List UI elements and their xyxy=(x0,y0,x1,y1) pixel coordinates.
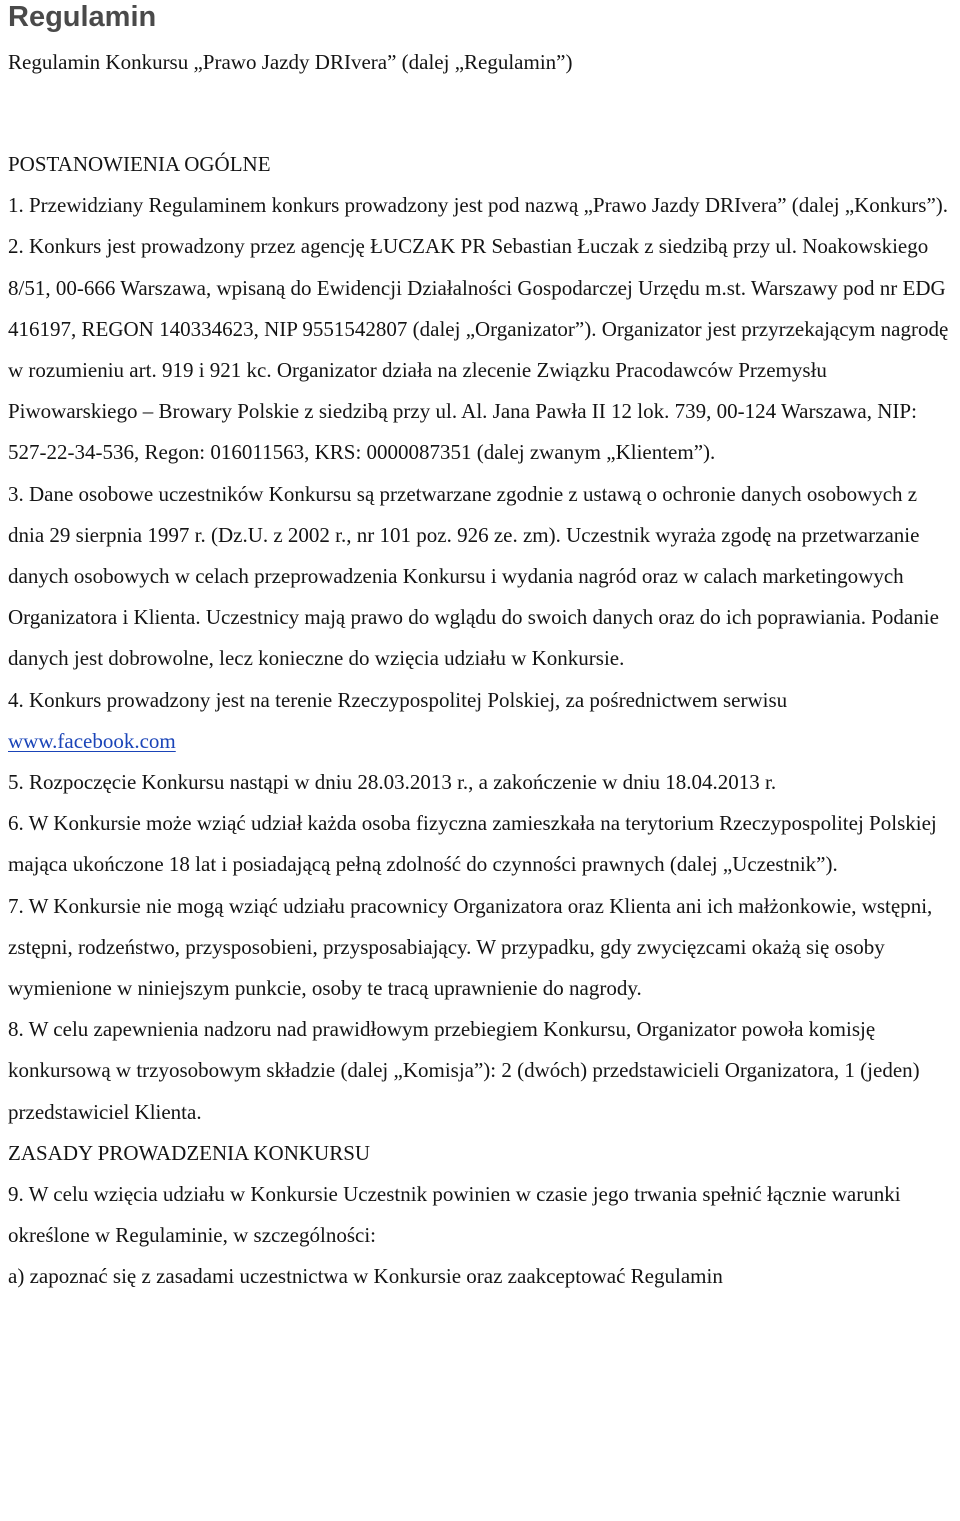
paragraph-5: 5. Rozpoczęcie Konkursu nastąpi w dniu 28.03.2013 r., a zakończenie w dniu 18.04.2013 r. xyxy=(8,770,777,795)
document-subtitle: Regulamin Konkursu „Prawo Jazdy DRIvera” (dalej „Regulamin”) xyxy=(8,50,573,74)
paragraph-6: 6. W Konkursie może wziąć udział każda osoba fizyczna zamieszkała na terytorium Rzeczypospolitej Polskiej mająca ukończone 18 lat i posiadającą pełną zdolność do czynności prawnych (dalej „Uczestnik”). xyxy=(8,811,937,877)
paragraph-4-text: 4. Konkurs prowadzony jest na terenie Rzeczypospolitej Polskiej, za pośrednictwem serwisu xyxy=(8,687,788,712)
paragraph-3: 3. Dane osobowe uczestników Konkursu są przetwarzane zgodnie z ustawą o ochronie danych osobowych z dnia 29 sierpnia 1997 r. (Dz.U. z 2002 r., nr 101 poz. 926 ze. zm). Uczestnik wyraża zgodę na przetwarzanie danych osobowych w celach przeprowadzenia Konkursu i wydania nagród oraz w calach marketingowych Organizatora i Klienta. Uczestnicy mają prawo do wglądu do swoich danych oraz do ich poprawiania. Podanie danych jest dobrowolne, lecz konieczne do wzięcia udziału w Konkursie. xyxy=(8,481,939,671)
paragraph-8: 8. W celu zapewnienia nadzoru nad prawidłowym przebiegiem Konkursu, Organizator powoła komisję konkursową w trzyosobowym składzie (dalej „Komisja”): 2 (dwóch) przedstawicieli Organizatora, 1 (jeden) przedstawiciel Klienta. xyxy=(8,1017,920,1124)
paragraph-7: 7. W Konkursie nie mogą wziąć udziału pracownicy Organizatora oraz Klienta ani ich małżonkowie, wstępni, zstępni, rodzeństwo, przysposobieni, przysposabiający. W przypadku, gdy zwycięzcami okażą się osoby wymienione w niniejszym punkcie, osoby te tracą uprawnienie do nagrody. xyxy=(8,893,933,1001)
section-heading-rules: ZASADY PROWADZENIA KONKURSU xyxy=(8,1140,371,1165)
page-title: Regulamin xyxy=(8,1,157,33)
paragraph-9a: a) zapoznać się z zasadami uczestnictwa w Konkursie oraz zaakceptować Regulamin xyxy=(8,1264,723,1289)
paragraph-2: 2. Konkurs jest prowadzony przez agencję ŁUCZAK PR Sebastian Łuczak z siedzibą przy ul. Noakowskiego 8/51, 00-666 Warszawa, wpisaną do Ewidencji Działalności Gospodarczej Urzędu m.st. Warszawy pod nr EDG 416197, REGON 140334623, NIP 9551542807 (dalej „Organizator”). Organizator jest przyrzekającym nagrodę w rozumieniu art. 919 i 921 kc. Organizator działa na zlecenie Związku Pracodawców Przemysłu Piwowarskiego – Browary Polskie z siedzibą przy ul. Al. Jana Pawła II 12 lok. 739, 00-124 Warszawa, NIP: 527-22-34-536, Regon: 016011563, KRS: 0000087351 (dalej zwanym „Klientem”). xyxy=(8,234,949,465)
section-heading-general: POSTANOWIENIA OGÓLNE xyxy=(8,152,271,176)
paragraph-4 xyxy=(8,680,956,762)
spacer xyxy=(8,82,956,144)
paragraph-1: 1. Przewidziany Regulaminem konkurs prowadzony jest pod nazwą „Prawo Jazdy DRIvera” (dalej „Konkurs”). xyxy=(8,193,949,218)
document-body xyxy=(8,144,956,1298)
facebook-link[interactable]: www.facebook.com xyxy=(8,728,176,753)
paragraph-9: 9. W celu wzięcia udziału w Konkursie Uczestnik powinien w czasie jego trwania spełnić łącznie warunki określone w Regulaminie, w szczególności: xyxy=(8,1182,901,1248)
